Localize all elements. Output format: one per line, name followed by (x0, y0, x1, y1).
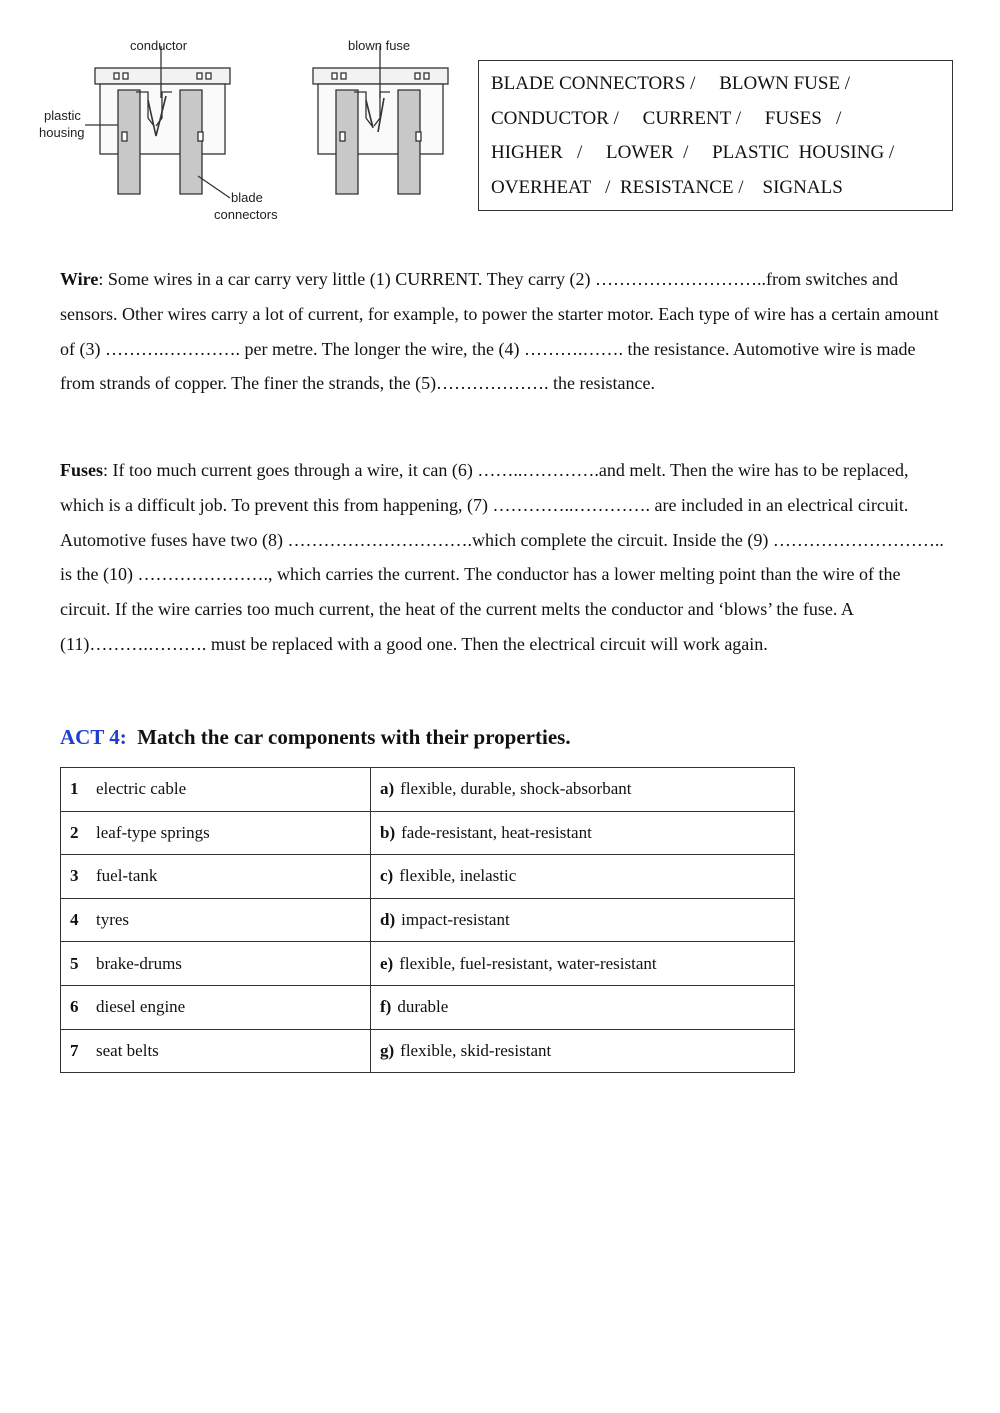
label-blade: blade (231, 190, 263, 205)
property-cell (371, 985, 795, 1029)
property-text: durable (397, 997, 449, 1017)
component-name: diesel engine (96, 997, 186, 1017)
property-text: flexible, skid-resistant (400, 1040, 552, 1060)
table-row (61, 768, 795, 812)
property-letter: d) (380, 910, 396, 930)
label-connectors: connectors (214, 207, 278, 222)
word-bank (478, 60, 953, 211)
property-text: flexible, fuel-resistant, water-resistant (399, 953, 657, 973)
component-number: 4 (70, 910, 79, 930)
property-text: impact-resistant (401, 910, 510, 930)
component-name: seat belts (96, 1040, 159, 1060)
wire-text: : Some wires in a car carry very little (1) CURRENT. They carry (2) ………………………..from switches and sensors. Other wires carry a lot of current, for example, to power the starter motor. Each type of wire has a certain amount of (3) ……….…………. per metre. The longer the wire, the (4) ……….……. the resistance. Automotive wire is made from strands of copper. The finer the strands, the (5)………………. the resistance. (60, 269, 939, 394)
property-cell (371, 855, 795, 899)
component-name: fuel-tank (96, 866, 158, 886)
property-cell (371, 768, 795, 812)
property-cell (371, 811, 795, 855)
word-bank-line: OVERHEAT / RESISTANCE / SIGNALS (491, 176, 843, 198)
wire-heading: Wire (60, 269, 99, 289)
label-blown-fuse: blown fuse (348, 38, 411, 53)
label-housing: housing (39, 125, 85, 140)
property-text: fade-resistant, heat-resistant (401, 822, 592, 842)
component-name: leaf-type springs (96, 822, 210, 842)
component-number: 7 (70, 1040, 79, 1060)
property-text: flexible, inelastic (399, 866, 517, 886)
word-bank-line: HIGHER / LOWER / PLASTIC HOUSING / (491, 142, 895, 163)
component-number: 6 (70, 997, 79, 1017)
label-conductor: conductor (130, 38, 188, 53)
fuse-diagram (30, 30, 470, 230)
property-letter: g) (380, 1040, 395, 1060)
property-letter: a) (380, 779, 395, 799)
property-text: flexible, durable, shock-absorbant (400, 779, 632, 799)
component-number: 2 (70, 822, 79, 842)
property-cell (371, 942, 795, 986)
property-letter: b) (380, 822, 396, 842)
fuses-paragraph (60, 453, 945, 662)
property-letter: e) (380, 953, 394, 973)
activity-number: ACT 4: (60, 725, 127, 749)
component-cell (61, 768, 371, 812)
property-cell (371, 898, 795, 942)
table-row (61, 1029, 795, 1073)
fuses-text: : If too much current goes through a wire, it can (6) ……..………….and melt. Then the wire has to be replaced, which is a difficult job. To prevent this from happening, (7) …………..…………. are included in an electrical circuit. Automotive fuses have two (8) ………………………….which complete the circuit. Inside the (9) ……………………….. is the (10) …………………., which carries the current. The conductor has a lower melting point than the wire of the circuit. If the wire carries too much current, the heat of the current melts the conductor and ‘blows’ the fuse. A (11)……….………. must be replaced with a good one. Then the electrical circuit will work again. (60, 460, 944, 654)
component-number: 3 (70, 866, 79, 886)
table-row (61, 898, 795, 942)
property-cell (371, 1029, 795, 1073)
property-letter: f) (380, 997, 392, 1017)
table-row (61, 942, 795, 986)
table-row (61, 811, 795, 855)
component-number: 5 (70, 953, 79, 973)
component-cell (61, 811, 371, 855)
component-cell (61, 898, 371, 942)
component-name: electric cable (96, 779, 187, 799)
component-cell (61, 985, 371, 1029)
component-name: tyres (96, 910, 130, 930)
word-bank-line: CONDUCTOR / CURRENT / FUSES / (491, 107, 842, 129)
word-bank-line: BLADE CONNECTORS / BLOWN FUSE / (491, 73, 851, 94)
property-letter: c) (380, 866, 394, 886)
activity-title (60, 725, 571, 750)
component-number: 1 (70, 779, 79, 799)
component-name: brake-drums (96, 953, 182, 973)
activity-instruction: Match the car components with their properties. (137, 725, 571, 749)
table-row (61, 985, 795, 1029)
table-row (61, 855, 795, 899)
component-cell (61, 942, 371, 986)
component-cell (61, 1029, 371, 1073)
fuses-heading: Fuses (60, 460, 104, 480)
matching-table (60, 767, 795, 1073)
label-plastic: plastic (44, 108, 81, 123)
component-cell (61, 855, 371, 899)
wire-paragraph (60, 262, 945, 401)
